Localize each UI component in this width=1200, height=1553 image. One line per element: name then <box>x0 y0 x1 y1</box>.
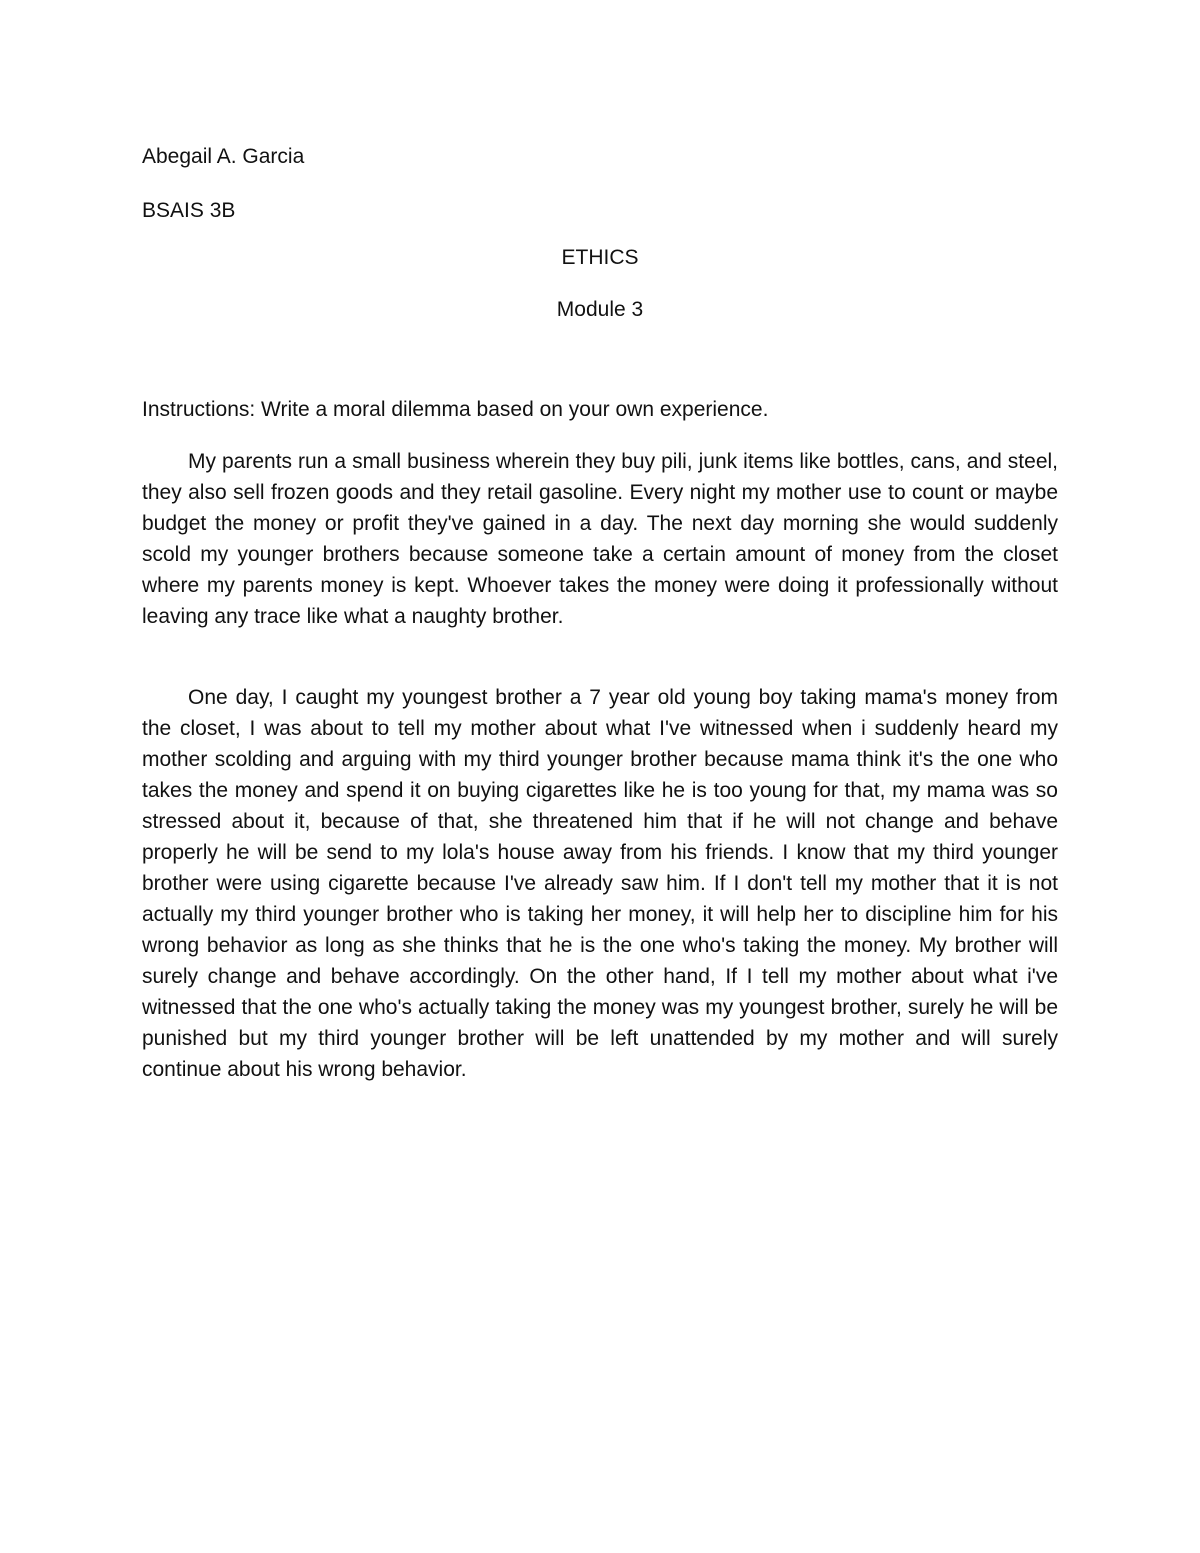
subject-title: ETHICS <box>561 246 639 269</box>
body-paragraph-1: My parents run a small business wherein they buy pili, junk items like bottles, cans, and steel, they also sell frozen goods and they retail gasoline. Every night my mother use to count or maybe budget the money or profit they've gained in a day. The next day morning she would suddenly scold my younger brothers because someone take a certain amount of money from the closet where my parents money is kept. Whoever takes the money were doing it professionally without leaving any trace like what a naughty brother. <box>142 450 1058 628</box>
author-name: Abegail A. Garcia <box>142 145 305 168</box>
body-paragraph-1-container <box>142 446 1058 632</box>
body-paragraph-2-container <box>142 682 1058 1085</box>
instructions-text: Instructions: Write a moral dilemma based on your own experience. <box>142 398 769 421</box>
module-title: Module 3 <box>556 298 644 321</box>
body-paragraph-2: One day, I caught my youngest brother a 7 year old young boy taking mama's money from the closet, I was about to tell my mother about what I've witnessed when i suddenly heard my mother scolding and arguing with my third younger brother because mama think it's the one who takes the money and spend it on buying cigarettes like he is too young for that, my mama was so stressed about it, because of that, she threatened him that if he will not change and behave properly he will be send to my lola's house away from his friends. I know that my third younger brother were using cigarette because I've already saw him. If I don't tell my mother that it is not actually my third younger brother who is taking her money, it will help her to discipline him for his wrong behavior as long as she thinks that he is the one who's taking the money. My brother will surely change and behave accordingly. On the other hand, If I tell my mother about what i've witnessed that the one who's actually taking the money was my youngest brother, surely he will be punished but my third younger brother will be left unattended by my mother and will surely continue about his wrong behavior. <box>142 686 1058 1081</box>
class-section: BSAIS 3B <box>142 199 236 222</box>
